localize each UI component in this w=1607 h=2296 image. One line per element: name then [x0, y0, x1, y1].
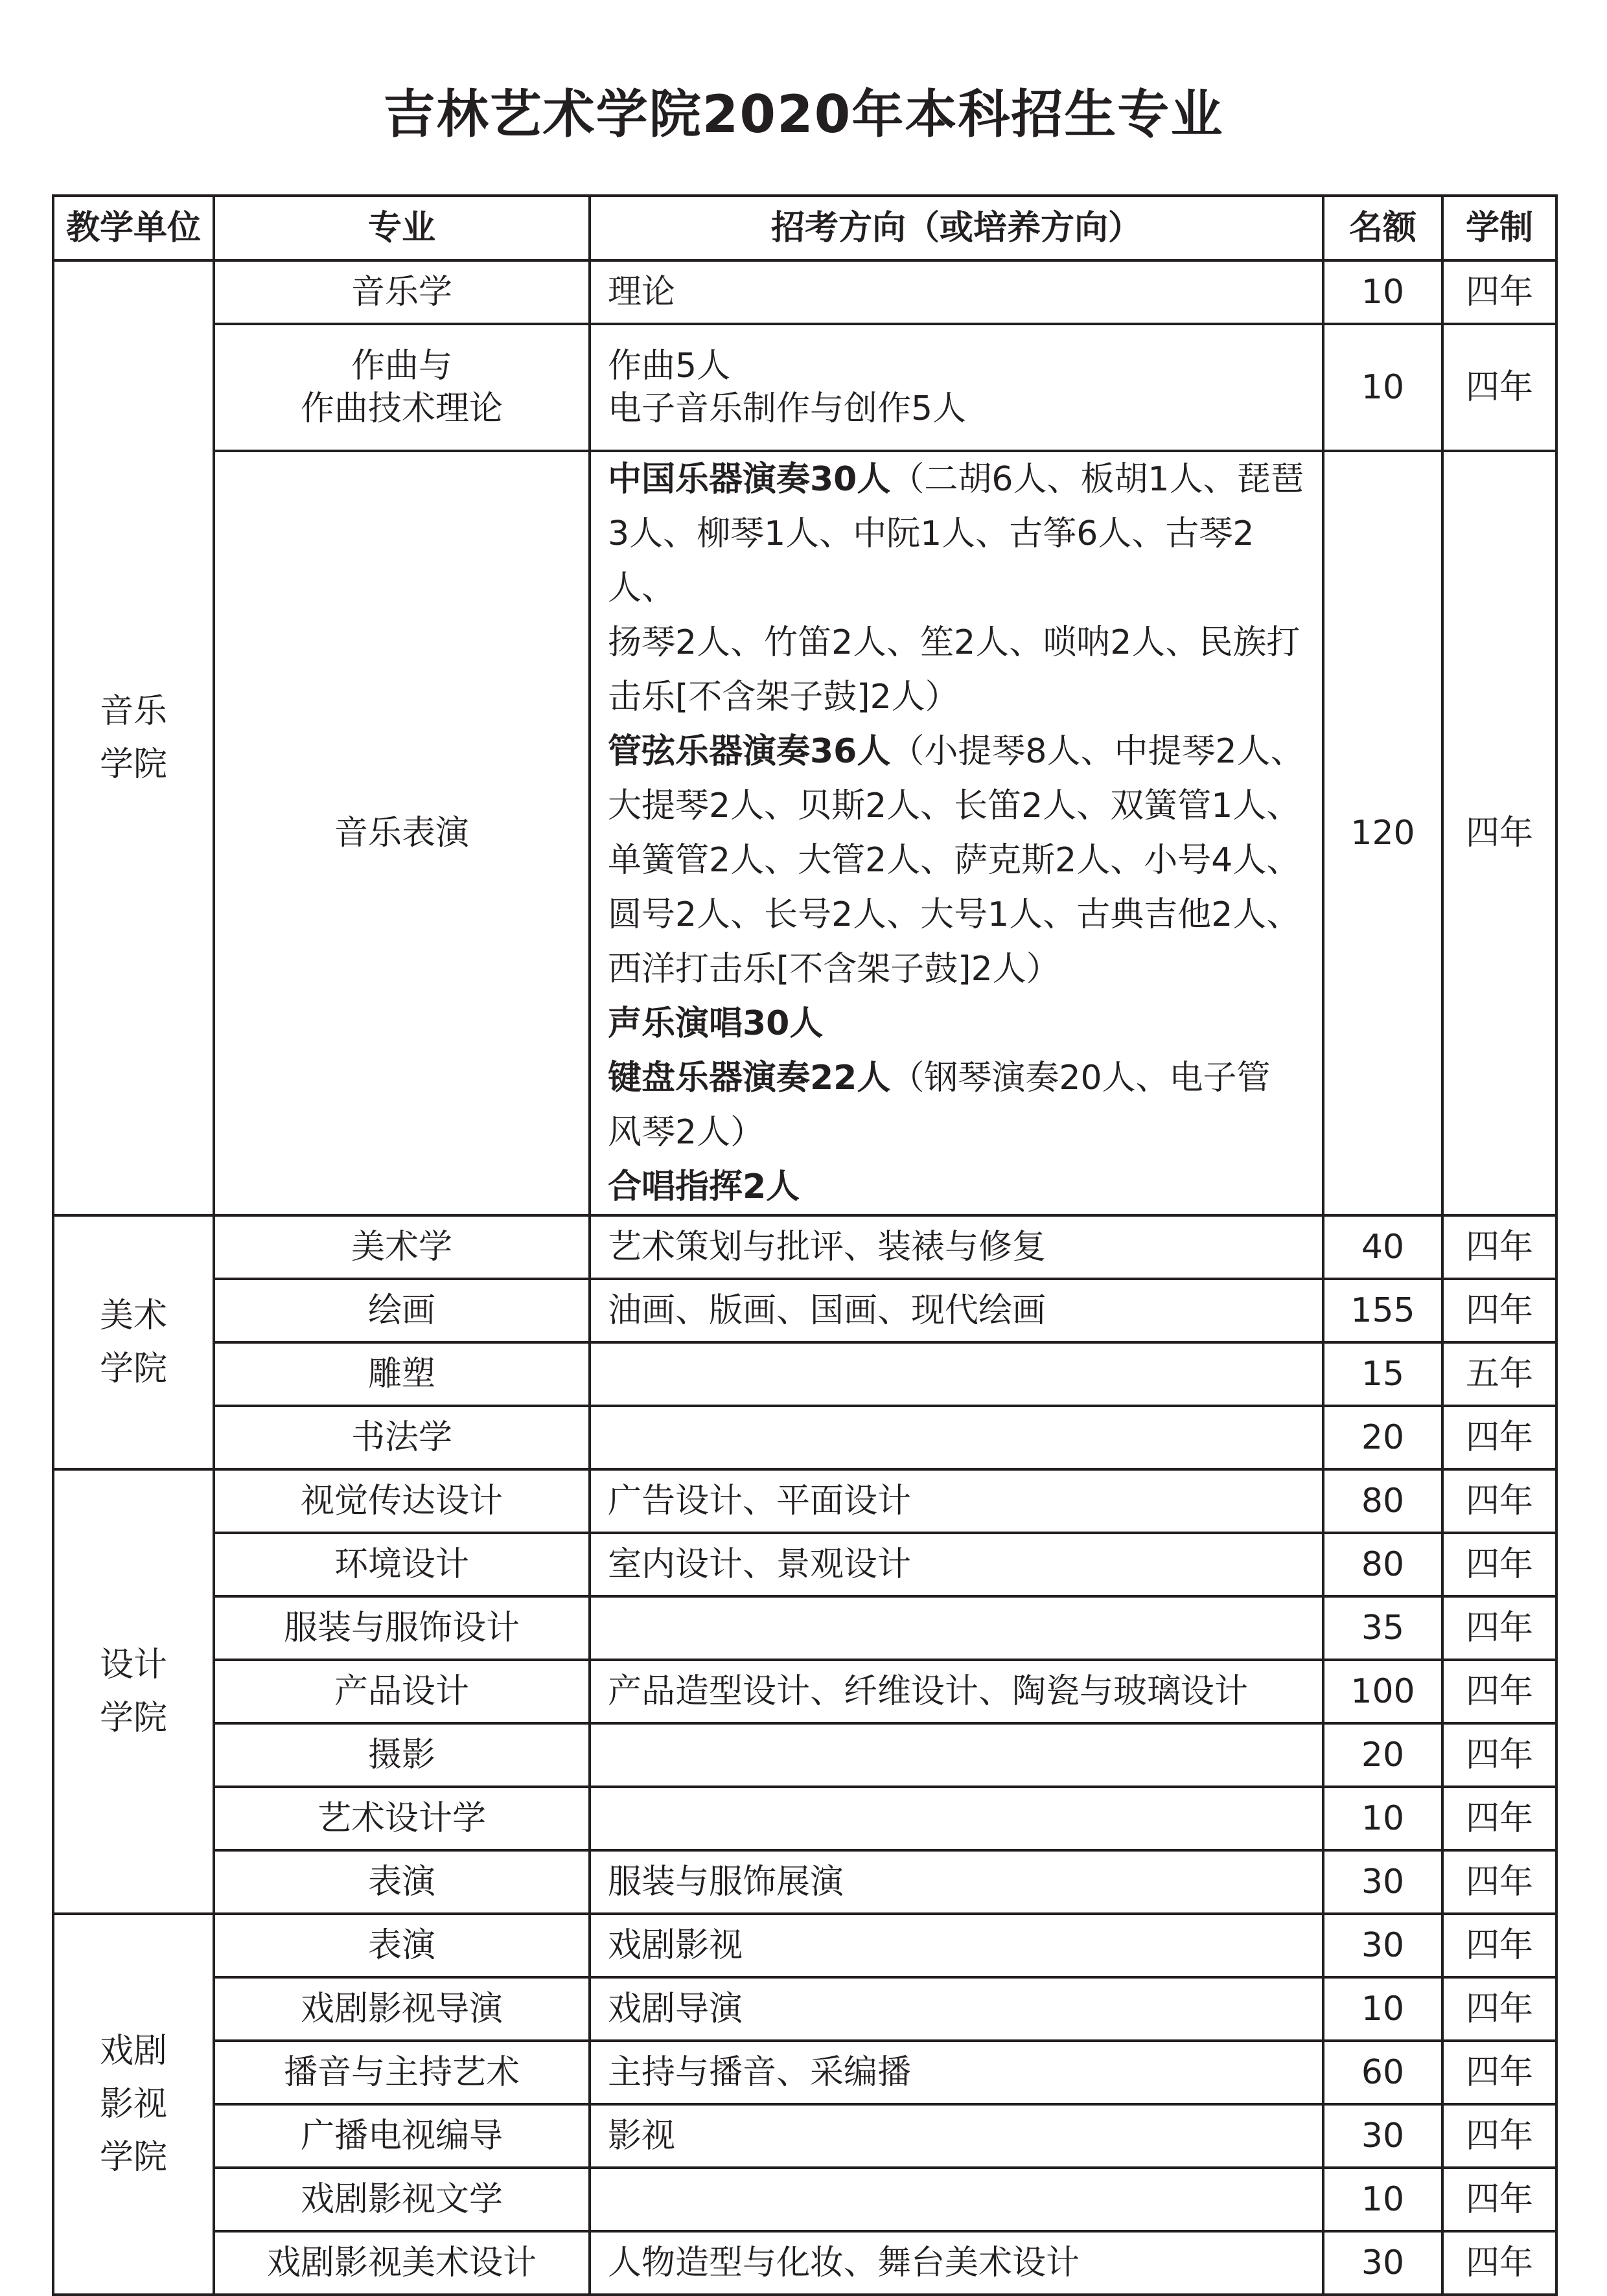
table-header-row	[53, 196, 1556, 260]
years-cell: 四年	[1442, 451, 1556, 1215]
major-cell: 戏剧影视导演	[214, 1977, 590, 2041]
years-cell: 四年	[1442, 1914, 1556, 1977]
direction-line: 3人、柳琴1人、中阮1人、古筝6人、古琴2人、	[608, 514, 1254, 608]
quota-cell: 155	[1323, 1279, 1442, 1342]
section-detail: （二胡6人、板胡1人、琵琶	[890, 460, 1304, 499]
years-cell: 五年	[1442, 1342, 1556, 1406]
direction-cell: 人物造型与化妆、舞台美术设计	[590, 2231, 1323, 2295]
unit-label: 戏剧	[99, 2032, 167, 2071]
direction-line: 单簧管2人、大管2人、萨克斯2人、小号4人、	[608, 841, 1301, 880]
major-line: 作曲与	[351, 347, 452, 385]
years-cell: 四年	[1442, 1660, 1556, 1723]
direction-cell: 广告设计、平面设计	[590, 1469, 1323, 1533]
years-cell: 四年	[1442, 2168, 1556, 2231]
table-row	[53, 1342, 1556, 1406]
major-cell: 服装与服饰设计	[214, 1596, 590, 1660]
unit-label: 学院	[99, 2138, 167, 2177]
section-detail: （钢琴演奏20人、电子管	[890, 1059, 1271, 1097]
direction-cell	[590, 1342, 1323, 1406]
years-cell: 四年	[1442, 1406, 1556, 1469]
direction-cell	[590, 324, 1323, 451]
unit-label: 学院	[99, 1699, 167, 1738]
direction-line: 电子音乐制作与创作5人	[608, 389, 967, 428]
quota-cell: 80	[1323, 1469, 1442, 1533]
major-cell: 音乐学	[214, 260, 590, 324]
table-row	[53, 1469, 1556, 1533]
direction-line: 扬琴2人、竹笛2人、笙2人、唢呐2人、民族打	[608, 623, 1301, 662]
years-cell: 四年	[1442, 1533, 1556, 1596]
table-row	[53, 1723, 1556, 1787]
direction-cell	[590, 2168, 1323, 2231]
major-cell: 环境设计	[214, 1533, 590, 1596]
table-row	[53, 1406, 1556, 1469]
quota-cell: 10	[1323, 260, 1442, 324]
direction-line: 作曲5人	[608, 347, 731, 385]
table-row	[53, 1660, 1556, 1723]
years-cell: 四年	[1442, 1279, 1556, 1342]
years-cell: 四年	[1442, 1596, 1556, 1660]
major-cell: 艺术设计学	[214, 1787, 590, 1850]
years-cell: 四年	[1442, 1977, 1556, 2041]
enrollment-table	[52, 194, 1558, 2296]
direction-cell	[590, 1723, 1323, 1787]
years-cell: 四年	[1442, 2041, 1556, 2104]
quota-cell: 10	[1323, 2168, 1442, 2231]
unit-label: 学院	[99, 1349, 167, 1388]
header-quota: 名额	[1323, 196, 1442, 260]
quota-cell: 30	[1323, 2104, 1442, 2168]
years-cell: 四年	[1442, 1850, 1556, 1914]
unit-label: 音乐	[99, 692, 167, 731]
quota-cell: 10	[1323, 1977, 1442, 2041]
direction-line: 击乐[不含架子鼓]2人）	[608, 678, 959, 717]
major-cell: 戏剧影视美术设计	[214, 2231, 590, 2295]
table-row	[53, 1914, 1556, 1977]
table-row	[53, 1215, 1556, 1279]
quota-cell: 15	[1323, 1342, 1442, 1406]
quota-cell: 30	[1323, 1914, 1442, 1977]
quota-cell: 40	[1323, 1215, 1442, 1279]
unit-label: 设计	[99, 1646, 167, 1684]
unit-label: 影视	[99, 2085, 167, 2124]
direction-cell: 服装与服饰展演	[590, 1850, 1323, 1914]
direction-cell	[590, 1596, 1323, 1660]
unit-cell-design	[53, 1469, 214, 1914]
major-cell: 播音与主持艺术	[214, 2041, 590, 2104]
table-row	[53, 1850, 1556, 1914]
years-cell: 四年	[1442, 324, 1556, 451]
table-row	[53, 1977, 1556, 2041]
direction-cell: 艺术策划与批评、装裱与修复	[590, 1215, 1323, 1279]
unit-cell-drama	[53, 1914, 214, 2295]
section-heading: 合唱指挥2人	[608, 1167, 800, 1206]
section-heading: 声乐演唱30人	[608, 1004, 824, 1043]
unit-label: 美术	[99, 1296, 167, 1335]
years-cell: 四年	[1442, 2231, 1556, 2295]
unit-cell-art	[53, 1215, 214, 1469]
major-cell: 表演	[214, 1850, 590, 1914]
table-row	[53, 1596, 1556, 1660]
quota-cell: 100	[1323, 1660, 1442, 1723]
table-row	[53, 2104, 1556, 2168]
direction-cell: 室内设计、景观设计	[590, 1533, 1323, 1596]
major-cell: 绘画	[214, 1279, 590, 1342]
major-cell: 音乐表演	[214, 451, 590, 1215]
years-cell: 四年	[1442, 1787, 1556, 1850]
direction-line	[608, 724, 1309, 779]
table-row	[53, 2041, 1556, 2104]
major-cell: 广播电视编导	[214, 2104, 590, 2168]
direction-cell: 油画、版画、国画、现代绘画	[590, 1279, 1323, 1342]
direction-line: 风琴2人）	[608, 1113, 765, 1152]
table-row	[53, 451, 1556, 1215]
section-detail: （小提琴8人、中提琴2人、	[890, 732, 1304, 771]
direction-cell	[590, 1787, 1323, 1850]
direction-line: 西洋打击乐[不含架子鼓]2人）	[608, 950, 1060, 989]
header-years: 学制	[1442, 196, 1556, 260]
table-row	[53, 1279, 1556, 1342]
quota-cell: 20	[1323, 1406, 1442, 1469]
direction-cell: 戏剧导演	[590, 1977, 1323, 2041]
major-cell: 摄影	[214, 1723, 590, 1787]
quota-cell: 80	[1323, 1533, 1442, 1596]
direction-line: 大提琴2人、贝斯2人、长笛2人、双簧管1人、	[608, 786, 1301, 825]
direction-cell: 戏剧影视	[590, 1914, 1323, 1977]
table-row	[53, 2168, 1556, 2231]
table-row	[53, 1787, 1556, 1850]
quota-cell: 30	[1323, 2231, 1442, 2295]
major-cell: 视觉传达设计	[214, 1469, 590, 1533]
page-title: 吉林艺术学院2020年本科招生专业	[383, 84, 1224, 144]
years-cell: 四年	[1442, 2104, 1556, 2168]
quota-cell: 10	[1323, 324, 1442, 451]
unit-cell-music	[53, 260, 214, 1215]
direction-line	[608, 452, 1309, 507]
section-heading: 中国乐器演奏30人	[608, 460, 891, 499]
major-cell: 美术学	[214, 1215, 590, 1279]
years-cell: 四年	[1442, 1723, 1556, 1787]
quota-cell: 35	[1323, 1596, 1442, 1660]
unit-label: 学院	[99, 745, 167, 784]
header-direction: 招考方向（或培养方向）	[590, 196, 1323, 260]
direction-cell	[590, 451, 1323, 1215]
quota-cell: 30	[1323, 1850, 1442, 1914]
quota-cell: 120	[1323, 451, 1442, 1215]
table-row	[53, 1533, 1556, 1596]
major-cell: 书法学	[214, 1406, 590, 1469]
direction-cell	[590, 1406, 1323, 1469]
major-cell	[214, 324, 590, 451]
quota-cell: 10	[1323, 1787, 1442, 1850]
major-cell: 产品设计	[214, 1660, 590, 1723]
major-cell: 戏剧影视文学	[214, 2168, 590, 2231]
quota-cell: 60	[1323, 2041, 1442, 2104]
years-cell: 四年	[1442, 260, 1556, 324]
quota-cell: 20	[1323, 1723, 1442, 1787]
direction-cell: 主持与播音、采编播	[590, 2041, 1323, 2104]
years-cell: 四年	[1442, 1469, 1556, 1533]
major-cell: 表演	[214, 1914, 590, 1977]
table-row	[53, 2231, 1556, 2295]
major-line: 作曲技术理论	[300, 389, 503, 428]
table-row	[53, 260, 1556, 324]
years-cell: 四年	[1442, 1215, 1556, 1279]
direction-cell: 影视	[590, 2104, 1323, 2168]
direction-line	[608, 1051, 1309, 1105]
header-unit: 教学单位	[53, 196, 214, 260]
direction-cell: 产品造型设计、纤维设计、陶瓷与玻璃设计	[590, 1660, 1323, 1723]
major-cell: 雕塑	[214, 1342, 590, 1406]
direction-line: 圆号2人、长号2人、大号1人、古典吉他2人、	[608, 895, 1301, 934]
direction-cell: 理论	[590, 260, 1323, 324]
section-heading: 管弦乐器演奏36人	[608, 732, 891, 771]
header-major: 专业	[214, 196, 590, 260]
section-heading: 键盘乐器演奏22人	[608, 1059, 891, 1097]
table-row	[53, 324, 1556, 451]
